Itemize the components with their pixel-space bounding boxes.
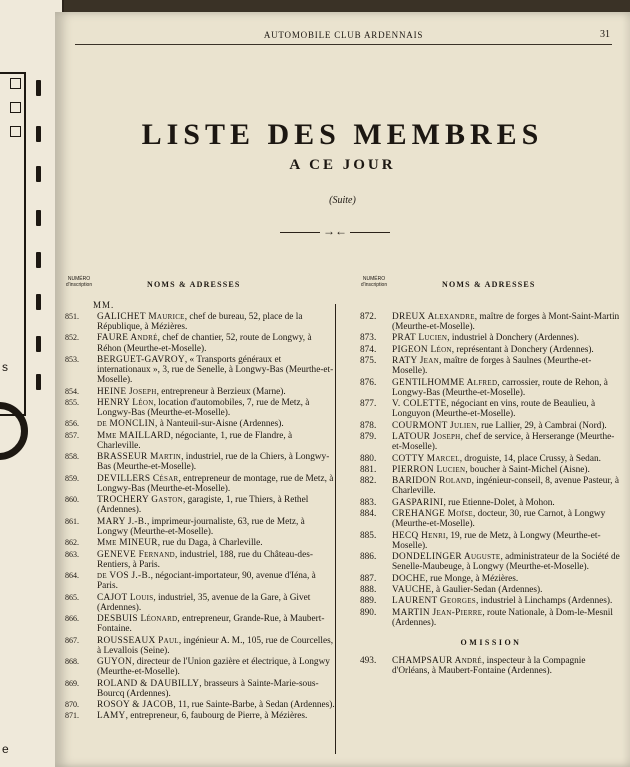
member-number: 856. xyxy=(65,419,79,429)
member-address: , industriel, rue de la Chiers, à Longwy-Bas (Meurthe-et-Moselle). xyxy=(97,452,330,473)
member-address: , 11, rue Sainte-Barbe, à Sedan (Ardennes). xyxy=(173,700,335,711)
member-name: DONDELINGER Auguste xyxy=(392,552,501,563)
member-address: , « Transports généraux et internationaux », 3, rue de Senelle, à Longwy-Bas (Meurthe-et-Moselle). xyxy=(97,354,334,386)
member-name: BRASSEUR Martin xyxy=(97,452,182,463)
member-number: 872. xyxy=(360,312,377,322)
member-name: Mme MAILLARD xyxy=(97,430,171,441)
member-address: , chef de bureau, 52, place de la République, à Mézières. xyxy=(97,312,303,333)
members-column-right xyxy=(360,274,622,678)
member-entry xyxy=(360,333,622,343)
member-entry xyxy=(360,454,622,464)
member-entry xyxy=(360,476,622,496)
member-name: V. COLETTE xyxy=(392,399,447,410)
running-header xyxy=(75,28,612,45)
margin-letter: e xyxy=(2,742,9,756)
member-entry xyxy=(65,387,337,397)
member-address: , rue Monge, à Mézières. xyxy=(425,573,519,584)
member-entry xyxy=(65,614,337,634)
member-name: BERGUET-GAVROY xyxy=(97,354,185,365)
member-address: , location d'automobiles, 7, rue de Metz, à Longwy-Bas (Meurthe-et-Moselle). xyxy=(97,397,310,419)
member-number: 859. xyxy=(65,473,79,483)
member-name: DEVILLERS César xyxy=(97,473,179,484)
member-name: GUYON xyxy=(97,657,133,668)
member-address: , industriel à Linchamps (Ardennes). xyxy=(475,596,613,607)
member-address: , maître de forges à Saulnes (Meurthe-et-Moselle). xyxy=(392,356,592,377)
member-address: , imprimeur-journaliste, 63, rue de Metz, à Longwy (Meurthe-et-Moselle). xyxy=(97,516,305,537)
member-number: 860. xyxy=(65,495,79,505)
member-address: , rue du Daga, à Charleville. xyxy=(157,538,263,549)
member-address: , directeur de l'Union gazière et électrique, à Longwy (Meurthe-et-Moselle). xyxy=(97,657,330,678)
bar-icon xyxy=(36,210,41,226)
member-address: , chef de chantier, 52, route de Longwy, à Réhon (Meurthe-et-Moselle). xyxy=(97,333,312,354)
member-name: GENEVE Fernand xyxy=(97,549,176,560)
member-entry xyxy=(360,498,622,508)
member-name: TROCHERY Gaston xyxy=(97,495,183,506)
member-address: , route Nationale, à Dom-le-Mesnil (Ardennes). xyxy=(392,607,613,628)
member-address: , entrepreneur, 6, faubourg de Pierre, à Mézières. xyxy=(125,711,308,722)
ornament xyxy=(280,224,390,239)
member-number: 889. xyxy=(360,596,377,607)
member-address: , garagiste, 1, rue Thiers, à Rethel (Ardennes). xyxy=(97,495,309,516)
member-entry xyxy=(65,700,337,710)
member-entry xyxy=(360,608,622,628)
member-name: GENTILHOMME Alfred xyxy=(392,377,498,388)
member-number: 852. xyxy=(65,333,79,343)
member-name: RATY Jean xyxy=(392,356,439,367)
member-entry xyxy=(65,312,337,332)
member-address: , entrepreneur de montage, rue de Metz, à Longwy-Bas (Meurthe-et-Moselle). xyxy=(97,473,334,494)
member-number: 890. xyxy=(360,607,377,618)
member-entry xyxy=(360,399,622,419)
member-address: , à Gaulier-Sedan (Ardennes). xyxy=(431,585,543,596)
member-entry xyxy=(65,431,337,451)
member-name: DESBUIS Léonard xyxy=(97,614,178,625)
bar-icon xyxy=(36,374,41,390)
member-entry xyxy=(360,596,622,606)
member-name: FAURE André xyxy=(97,333,158,344)
member-address: , rue Etienne-Dolet, à Mohon. xyxy=(443,497,555,508)
member-entry xyxy=(65,495,337,515)
member-number: 887. xyxy=(360,573,377,584)
member-number: 881. xyxy=(360,464,377,475)
member-name: LATOUR Joseph xyxy=(392,432,461,443)
member-name: CHAMPSAUR André xyxy=(392,656,482,667)
number-column-label: NUMÉRO d'inscription xyxy=(360,276,388,288)
arrows-icon: →← xyxy=(320,224,350,239)
member-name: PRAT Lucien xyxy=(392,333,448,344)
member-address: , ingénieur A. M., 105, rue de Courcelles, à Levallois (Seine). xyxy=(97,635,334,656)
member-address: , brasseurs à Sainte-Marie-sous-Bourcq (Ardennes). xyxy=(97,678,319,699)
member-entry xyxy=(360,585,622,595)
member-name: HENRY Léon xyxy=(97,397,154,408)
square-icon xyxy=(10,102,21,113)
member-name: HECQ Henri xyxy=(392,530,446,541)
member-number: 884. xyxy=(360,509,377,520)
bar-icon xyxy=(36,126,41,142)
member-address: , industriel, 35, avenue de la Gare, à Givet (Ardennes). xyxy=(97,592,311,613)
omission-heading: OMISSION xyxy=(460,638,522,648)
square-icon xyxy=(10,126,21,137)
member-entry xyxy=(65,657,337,677)
bar-icon xyxy=(36,294,41,310)
member-number: 888. xyxy=(360,585,377,596)
member-number: 868. xyxy=(65,657,79,667)
member-address: , droguiste, 14, place Crussy, à Sedan. xyxy=(459,453,601,464)
member-entry xyxy=(65,517,337,537)
member-name: MARY J.-B. xyxy=(97,516,147,527)
member-name: PIERRON Lucien xyxy=(392,464,466,475)
member-entry xyxy=(360,552,622,572)
member-number: 851. xyxy=(65,312,79,321)
member-number: 854. xyxy=(65,386,79,396)
member-number: 885. xyxy=(360,530,377,541)
member-address: , rue Lallier, 29, à Cambrai (Nord). xyxy=(476,420,607,431)
messieurs-label: MM. xyxy=(93,300,115,310)
member-address: , entrepreneur à Berzieux (Marne). xyxy=(156,386,286,397)
member-number: 883. xyxy=(360,497,377,508)
member-address: , administrateur de la Société de Senelle-Maubeuge, à Longwy (Meurthe-et-Moselle). xyxy=(392,552,620,573)
page-number: 31 xyxy=(600,29,610,40)
member-number: 886. xyxy=(360,552,377,563)
member-entry xyxy=(360,531,622,551)
member-name: LAURENT Georges xyxy=(392,596,476,607)
member-name: LAMY xyxy=(97,711,126,722)
member-number: 879. xyxy=(360,432,377,443)
member-number: 877. xyxy=(360,399,377,410)
names-column-label: NOMS & ADRESSES xyxy=(147,280,241,289)
omission-list xyxy=(360,656,622,676)
column-header xyxy=(360,274,622,300)
member-address: , ingénieur-conseil, 8, avenue Pasteur, à Charleville. xyxy=(392,476,619,497)
member-address: , représentant à Donchery (Ardennes). xyxy=(451,344,594,355)
member-entry xyxy=(65,474,337,494)
member-entry xyxy=(360,378,622,398)
member-number: 878. xyxy=(360,420,377,431)
member-name: Mme MINEUR xyxy=(97,538,158,549)
member-number: 875. xyxy=(360,356,377,367)
square-icon xyxy=(10,78,21,89)
member-number: 863. xyxy=(65,549,79,559)
member-address: , carrossier, route de Rehon, à Longwy-Bas (Meurthe-et-Moselle). xyxy=(392,377,608,398)
member-number: 882. xyxy=(360,476,377,487)
member-name: CAJOT Louis xyxy=(97,592,154,603)
member-address: , négociant en vins, route de Beaulieu, à Longuyon (Meurthe-et-Moselle). xyxy=(392,399,596,420)
member-entry xyxy=(65,398,337,418)
member-name: GASPARINI xyxy=(392,497,444,508)
member-entry xyxy=(360,421,622,431)
member-number: 864. xyxy=(65,571,79,581)
bar-icon xyxy=(36,252,41,268)
column-header xyxy=(65,274,337,300)
member-name: PIGEON Léon xyxy=(392,344,452,355)
member-number: 855. xyxy=(65,397,79,407)
member-number: 874. xyxy=(360,344,377,355)
member-address: , docteur, 30, rue Carnot, à Longwy (Meurthe-et-Moselle). xyxy=(392,509,606,530)
member-name: GALICHET Maurice xyxy=(97,312,185,322)
page-title: LISTE DES MEMBRES xyxy=(141,118,544,151)
member-address: , chef de service, à Herserange (Meurthe-et-Moselle). xyxy=(392,432,615,453)
member-list-right xyxy=(360,312,622,628)
member-address: , boucher à Saint-Michel (Aisne). xyxy=(465,464,590,475)
member-entry xyxy=(360,656,622,676)
document-page xyxy=(55,12,630,767)
member-address: , négociante, 1, rue de Flandre, à Charleville. xyxy=(97,430,293,451)
member-entry xyxy=(65,711,337,721)
member-name: ROLAND & DAUBILLY xyxy=(97,678,200,689)
member-address: , maître de forges à Mont-Saint-Martin (Meurthe-et-Moselle). xyxy=(392,312,620,333)
member-entry xyxy=(360,356,622,376)
member-number: 853. xyxy=(65,354,79,364)
member-name: COTTY Marcel xyxy=(392,453,460,464)
member-number: 493. xyxy=(360,656,377,667)
member-entry xyxy=(65,593,337,613)
member-entry xyxy=(65,571,337,591)
member-entry xyxy=(65,550,337,570)
member-entry xyxy=(360,432,622,452)
member-number: 880. xyxy=(360,453,377,464)
member-address: , inspecteur à la Compagnie d'Orléans, à Maubert-Fontaine (Ardennes). xyxy=(392,656,586,677)
page-subtitle: A CE JOUR xyxy=(289,157,396,173)
continuation-note: (Suite) xyxy=(329,195,356,206)
member-address: , à Nanteuil-sur-Aisne (Ardennes). xyxy=(155,419,284,430)
member-number: 871. xyxy=(65,711,79,721)
member-entry xyxy=(65,679,337,699)
member-name: ROUSSEAUX Paul xyxy=(97,635,179,646)
member-address: , industriel à Donchery (Ardennes). xyxy=(447,333,579,344)
member-entry xyxy=(360,312,622,332)
member-address: , entrepreneur, Grande-Rue, à Maubert-Fontaine. xyxy=(97,614,325,635)
member-name: VAUCHE xyxy=(392,585,432,596)
column-spacer xyxy=(360,300,622,312)
member-name: MARTIN Jean-Pierre xyxy=(392,607,483,618)
member-number: 857. xyxy=(65,430,79,440)
member-number: 858. xyxy=(65,452,79,462)
member-entry xyxy=(65,333,337,353)
member-address: , 19, rue de Metz, à Longwy (Meurthe-et-Moselle). xyxy=(392,530,601,551)
members-column-left xyxy=(65,274,337,723)
member-entry xyxy=(360,345,622,355)
member-entry xyxy=(65,636,337,656)
member-name: de VOS J.-B. xyxy=(97,571,151,582)
member-entry xyxy=(65,538,337,548)
bar-icon xyxy=(36,80,41,96)
margin-letter: s xyxy=(2,360,8,374)
member-number: 867. xyxy=(65,635,79,645)
member-number: 870. xyxy=(65,700,79,710)
member-number: 873. xyxy=(360,333,377,344)
bar-icon xyxy=(36,336,41,352)
member-number: 865. xyxy=(65,592,79,602)
member-list-left xyxy=(65,312,337,722)
bar-icon xyxy=(36,166,41,182)
number-column-label: NUMÉRO d'inscription xyxy=(65,276,93,288)
member-name: CREHANGE Moïse xyxy=(392,509,473,520)
member-name: BARIDON Roland xyxy=(392,476,472,487)
member-entry xyxy=(360,465,622,475)
member-name: COURMONT Julien xyxy=(392,420,477,431)
member-entry xyxy=(360,574,622,584)
member-entry xyxy=(65,452,337,472)
member-name: DREUX Alexandre xyxy=(392,312,475,322)
member-name: de MONCLIN xyxy=(97,419,156,430)
member-entry xyxy=(65,419,337,429)
member-entry xyxy=(360,509,622,529)
member-address: , industriel, 188, rue du Château-des-Rentiers, à Paris. xyxy=(97,549,313,570)
running-title: AUTOMOBILE CLUB ARDENNAIS xyxy=(263,30,424,40)
member-number: 866. xyxy=(65,614,79,624)
names-column-label: NOMS & ADRESSES xyxy=(442,280,536,289)
member-name: ROSOY & JACOB xyxy=(97,700,174,711)
member-number: 861. xyxy=(65,516,79,526)
member-name: DOCHE xyxy=(392,573,426,584)
member-number: 876. xyxy=(360,377,377,388)
member-entry xyxy=(65,355,337,385)
member-number: 862. xyxy=(65,538,79,548)
member-address: , négociant-importateur, 90, avenue d'Iéna, à Paris. xyxy=(97,571,316,592)
member-number: 869. xyxy=(65,678,79,688)
member-name: HEINE Joseph xyxy=(97,386,157,397)
